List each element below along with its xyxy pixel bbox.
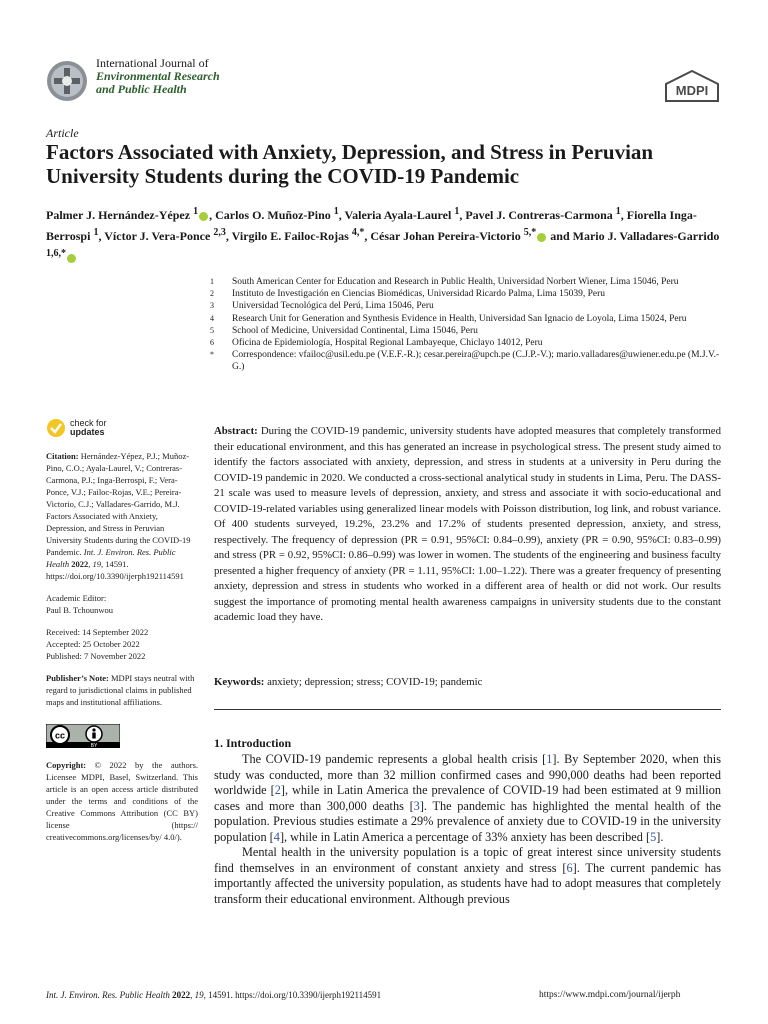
paper-title: Factors Associated with Anxiety, Depression, and Stress in Peruvian University Students during the COVID-19 Pandemic [46,140,654,188]
author-name: Mario J. Valladares-Garrido [572,229,720,243]
affiliation-item [210,337,730,349]
citation-text: Hernández-Yépez, P.J.; Muñoz-Pino, C.O.; Ayala-Laurel, V.; Contreras-Carmona, P.J.; Inga-Berrospi, F.; Vera-Ponce, V.J.; Failoc-Rojas, V.E.; Pereira-Victorio, C.J.; Valladares-Garrido, M.J. Factors Associated with Anxiety, Depression, and Stress in Peruvian University Students during the COVID-19 Pandemic. [46,451,191,557]
affiliation-text: South American Center for Education and Research in Public Health, Universidad Norbert Wiener, Lima 15046, Peru [232,277,679,287]
copyright-block [46,759,198,843]
citation-doi[interactable]: , 14591. https://doi.org/10.3390/ijerph192114591 [46,559,184,581]
affiliation-item [210,349,730,373]
citation-link[interactable]: 1 [546,752,553,766]
affiliation-text: Oficina de Epidemiología, Hospital Regional Lambayeque, Chiclayo 14012, Peru [232,338,543,349]
footer-journal-url[interactable]: https://www.mdpi.com/journal/ijerph [539,990,681,1000]
publisher-note [46,672,198,708]
section-heading: 1. Introduction [214,736,292,750]
affiliation-item [210,300,730,312]
published-date: Published: 7 November 2022 [46,651,146,661]
copyright-label: Copyright: [46,760,87,770]
abstract [214,424,721,626]
author-name: Virgilo E. Failoc-Rojas [231,229,352,243]
orcid-icon[interactable] [67,254,76,263]
citation-journal: Int. J. Environ. Res. Public Health [46,547,176,569]
affiliation-text: Universidad Tecnológica del Perú, Lima 15046, Peru [232,301,434,312]
journal-name-line3: and Public Health [96,82,187,96]
journal-name-line2: Environmental Research [96,69,220,83]
citation-link[interactable]: 2 [274,783,281,797]
orcid-icon[interactable] [199,212,208,221]
footer-volume: 19 [194,990,204,1000]
author-name: Fiorella Inga-Berrospi [46,208,697,243]
editor-label: Academic Editor: [46,593,107,603]
affiliation-text: Correspondence: vfailoc@usil.edu.pe (V.E.F.-R.); cesar.pereira@upch.pe (C.J.P.-V.); mario.valladares@uwiener.edu.pe (M.J.V.-G.) [232,350,720,373]
affiliations [210,276,730,374]
author-name: César Johan Pereira-Victorio [370,229,524,243]
author-affiliation-mark: 1 [93,227,99,238]
affiliation-number: 6 [210,338,214,348]
author-affiliation-mark: 1 [333,206,339,217]
journal-name [96,57,220,96]
affiliation-item [210,276,730,288]
footer-year: 2022 [172,990,191,1000]
author-affiliation-mark: 5,* [523,227,537,238]
sidebar [46,418,198,853]
article-type: Article [46,126,79,140]
author-list: Palmer J. Hernández-Yépez $^1$ , Carlos O. Muñoz-Pino $^1$, Valeria Ayala-Laurel $^1$, Pavel J. Contreras-Carmona $^1$, Fiorella Inga-Berrospi $^1$, Víctor J. Vera-Ponce $^{2,3}$, Virgilo E. Failoc-Rojas $^{4,*}$, César Johan Pereira-Victorio $^{5,*}$ and Mario J. Valladares-Garrido $^{1,6,*}$ [46,203,736,266]
citation-link[interactable]: 5 [650,829,657,844]
abstract-text: During the COVID-19 pandemic, university students have adopted measures that completely transformed their educational environment, and this has generated an increase in psychological stress. The present study aimed to identify the factors associated with anxiety, depression, and stress in students at a university in Peru during the COVID-19 pandemic in 2020. We conducted a cross-sectional analytical study in students in Lima, Peru. The DASS-21 scale was used to measure levels of depression, anxiety, and stress and associate it with socio-educational and COVID-19-related variables using generalized linear models with Poisson distribution, log link, and robust variance. Of 400 students surveyed, 19.2%, 23.2% and 17.2% of students presented depression, anxiety, and stress, respectively. The frequency of depression (PR = 0.91, 95%CI: 0.84–0.99), anxiety (PR = 0.90, 95%CI: 0.83–0.99) and stress (PR = 0.92, 95%CI: 0.86–0.99) was lower in women. The students of the engineering and business faculty presented a higher frequency of anxiety (PR = 1.11, 95%CI: 1.00–1.22). There was a greater frequency of presenting anxiety, depression and stress in students who worked in a different area of health or did not work. Our results suggest the importance of promoting mental health awareness campaigns in university students due to the constant academic load they have. [214,425,721,623]
author-name: Pavel J. Contreras-Carmona [465,208,616,222]
author-affiliation-mark: 1,6,* [46,248,66,259]
intro-paragraph-1: The COVID-19 pandemic represents a global health crisis [1]. By September 2020, when this study was conducted, more than 32 million confirmed cases and 990,000 deaths had been reported worldwide [2], while in Latin America the prevalence of COVID-19 had been estimated at 9 million cases and more than 300,000 deaths [3]. The pandemic has highlighted the mental health of the population. Previous studies estimate a 29% prevalence of anxiety due to COVID-19 in the university population [4], while in Latin America a percentage of 33% anxiety has been described [5]. [214,752,722,844]
section-divider [214,709,721,710]
received-date: Received: 14 September 2022 [46,627,149,637]
abstract-label: Abstract: [214,425,258,437]
publisher-note-label: Publisher’s Note: [46,673,109,683]
author-affiliation-mark: 1 [615,206,621,217]
affiliation-text: Research Unit for Generation and Synthesis Evidence in Health, Universidad San Ignacio de Loyola, Lima 15024, Peru [232,313,687,324]
intro-paragraph-2: Mental health in the university population is a topic of great interest since university students find themselves in an environment of constant anxiety and stress [6]. The current pandemic has importantly affected the university population, as students have had to adopt measures that completely transform their educational environment. Although previous [214,845,722,906]
affiliation-item [210,313,730,325]
affiliation-number: 3 [210,301,214,311]
copyright-text: © 2022 by the authors. Licensee MDPI, Basel, Switzerland. This article is an open access article distributed under the terms and conditions of the Creative Commons Attribution (CC BY) license (https:// creativecommons.org/licenses/by/ 4.0/). [46,760,199,842]
check-label-2: updates [70,427,105,437]
citation-label: Citation: [46,451,79,461]
citation-year: 2022 [71,559,89,569]
keywords-text: anxiety; depression; stress; COVID-19; pandemic [267,676,483,688]
journal-name-line1: International Journal of [96,56,209,70]
svg-text:MDPI: MDPI [675,83,709,98]
mdpi-logo [664,70,720,102]
footer-doi[interactable]: , 14591. https://doi.org/10.3390/ijerph192114591 [203,990,382,1000]
citation-block: Citation: Hernández-Yépez, P.J.; Muñoz-Pino, C.O.; Ayala-Laurel, V.; Contreras-Carmona, P.J.; Inga-Berrospi, F.; Vera-Ponce, V.J.; Failoc-Rojas, V.E.; Pereira-Victorio, C.J.; Valladares-Garrido, M.J. Factors Associated with Anxiety, Depression, and Stress in Peruvian University Students during the COVID-19 Pandemic. Int. J. Environ. Res. Public Health 2022, 19, 14591. https://doi.org/10.3390/ijerph192114591 [46,451,191,581]
author-name: Víctor J. Vera-Ponce [104,229,214,243]
check-for-updates-button[interactable] [46,418,198,438]
footer-journal: Int. J. Environ. Res. Public Health [46,990,170,1000]
author-affiliation-mark: 1 [454,206,460,217]
cc-by-license-icon[interactable] [46,724,120,748]
affiliation-number: * [210,350,214,360]
affiliation-text: School of Medicine, Universidad Continental, Lima 15046, Peru [232,325,478,336]
intro-body [214,752,721,907]
dates-block [46,626,198,662]
affiliation-number: 2 [210,289,214,299]
citation-volume: 19 [92,559,102,569]
svg-text:cc: cc [54,730,66,741]
svg-text:BY: BY [90,743,98,748]
affiliation-item [210,288,730,300]
publisher-note-text: MDPI stays neutral with regard to jurisdictional claims in published maps and institutional affiliations. [46,673,195,707]
affiliation-number: 4 [210,313,214,323]
keywords [214,676,721,688]
citation-link[interactable]: 4 [273,829,280,844]
author-affiliation-mark: 1 [193,206,199,217]
author-name: Valeria Ayala-Laurel [344,208,455,222]
affiliation-number: 1 [210,277,214,286]
check-label-1: check for [70,418,107,428]
footer-citation: Int. J. Environ. Res. Public Health 2022, 19, 14591. https://doi.org/10.3390/ijerph192114591 [46,990,382,1000]
check-updates-icon [46,418,66,438]
editor-block [46,592,198,616]
affiliation-text: Instituto de Investigación en Ciencias Biomédicas, Universidad Ricardo Palma, Lima 15039, Peru [232,289,606,300]
citation-link[interactable]: 6 [566,860,573,875]
author-affiliation-mark: 4,* [351,227,365,238]
journal-logo [46,60,88,102]
affiliation-item [210,325,730,337]
citation-link[interactable]: 3 [413,798,420,813]
keywords-label: Keywords: [214,676,265,688]
author-affiliation-mark: 2,3 [213,227,226,238]
author-name: Carlos O. Muñoz-Pino [215,208,334,222]
author-name: Palmer J. Hernández-Yépez [46,208,194,222]
accepted-date: Accepted: 25 October 2022 [46,639,140,649]
orcid-icon[interactable] [537,233,546,242]
editor-name: Paul B. Tchounwou [46,605,114,615]
affiliation-number: 5 [210,325,214,335]
